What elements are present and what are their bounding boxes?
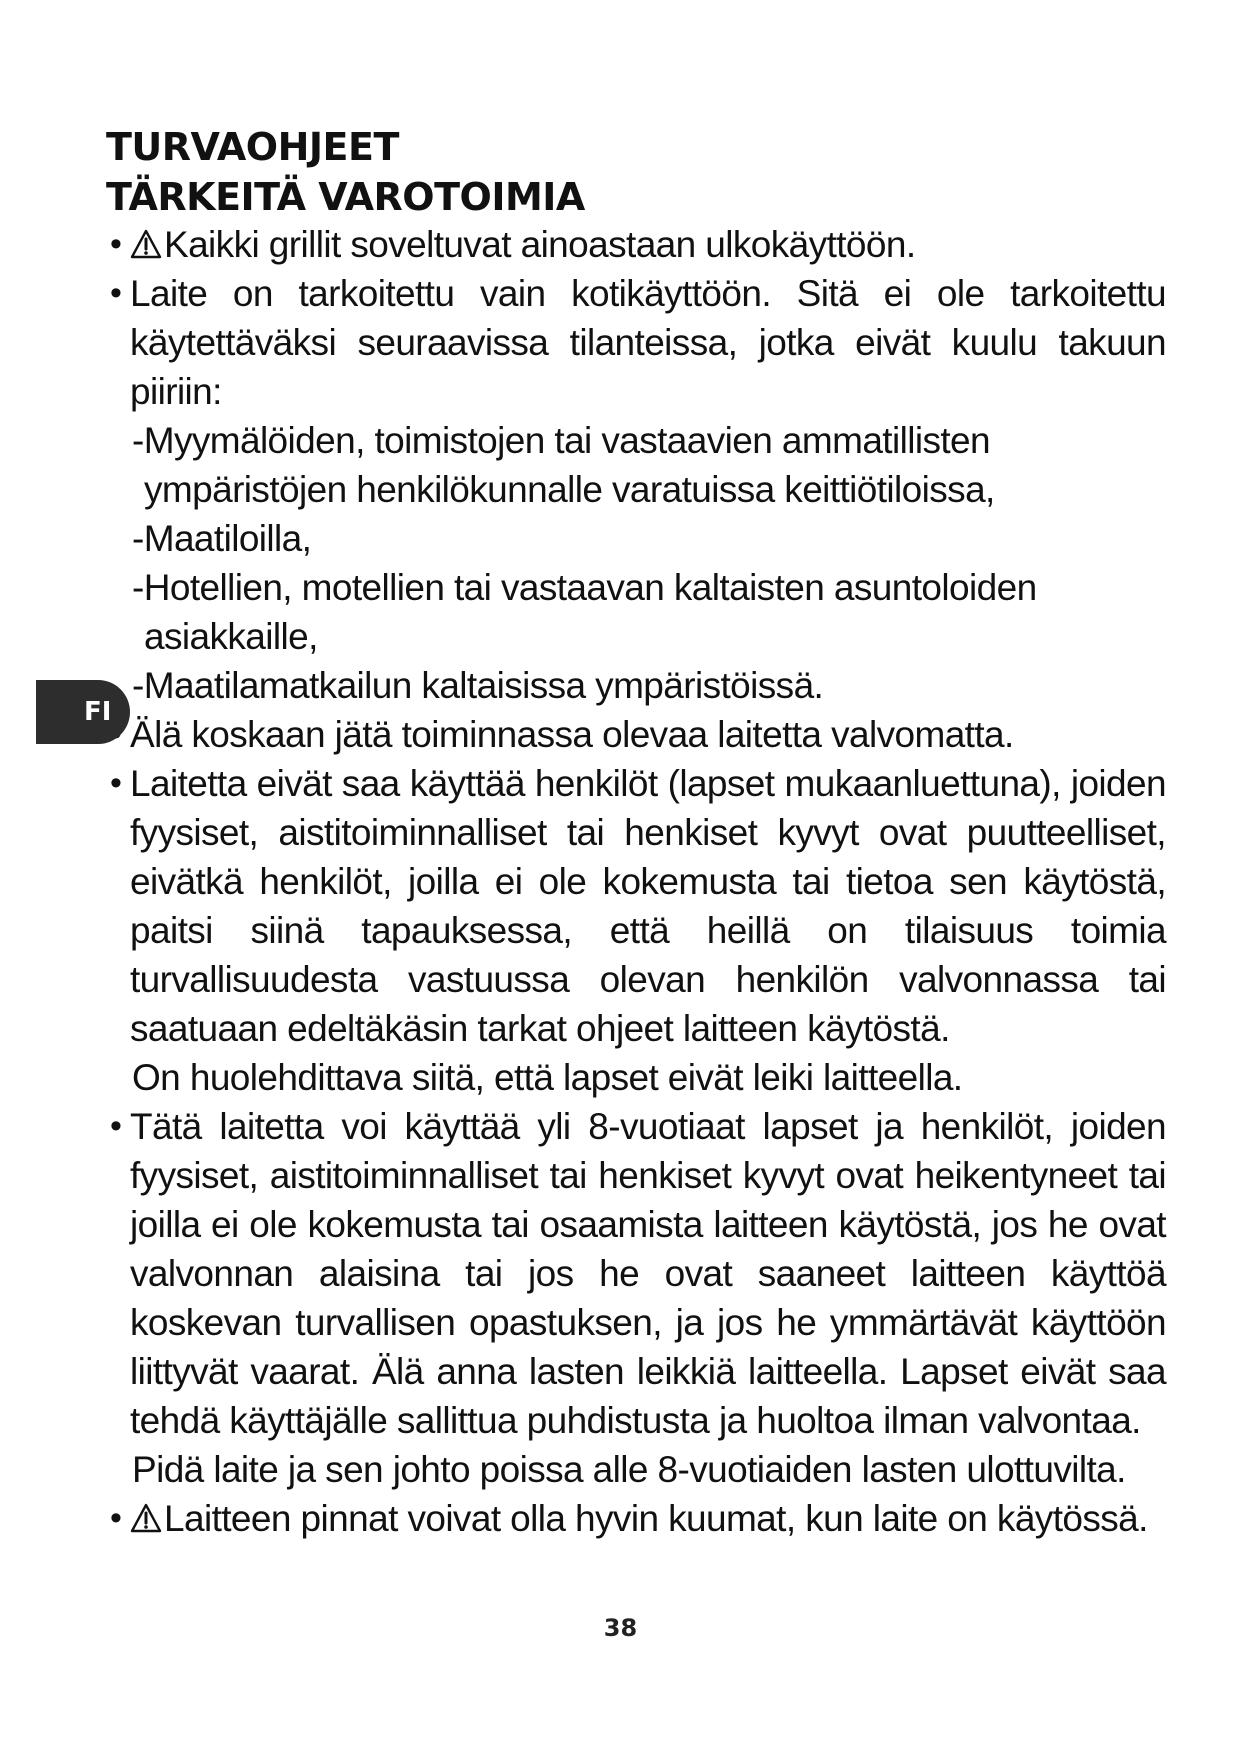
list-item-text: Laite on tarkoitettu vain kotikäyttöön. Sitä ei ole tarkoitettu käytettäväksi seuraavissa tilanteissa, jotka eivät kuulu takuun piiriin: — [130, 273, 1166, 412]
sub-item-text: -Hotellien, motellien tai vastaavan kaltaisten asuntoloiden asiakkaille, — [132, 567, 1037, 657]
paragraph: On huolehdittava siitä, että lapset eivät leiki laitteella. — [132, 1057, 963, 1098]
list-item — [106, 710, 1166, 759]
bullet-icon: • — [110, 764, 122, 802]
list-item — [106, 269, 1166, 416]
section-subtitle: TÄRKEITÄ VAROTOIMIA — [106, 175, 585, 219]
list-item-text: Kaikki grillit soveltuvat ainoastaan ulkokäyttöön. — [164, 224, 916, 265]
bullet-icon: • — [110, 1107, 122, 1145]
headings — [106, 122, 585, 222]
sub-item-text: -Maatiloilla, — [132, 518, 312, 559]
list-item-text: Laitetta eivät saa käyttää henkilöt (lapset mukaanluettuna), joiden fyysiset, aistitoiminnalliset tai henkiset kyvyt ovat puutteelliset, eivätkä henkilöt, joilla ei ole kokemusta tai tietoa sen käytöstä, paitsi siinä tapauksessa, että heillä on tilaisuus toimia turvallisuudesta vastuussa olevan henkilön valvonnassa tai saatuaan edeltäkäsin tarkat ohjeet laitteen käytöstä. — [130, 763, 1166, 1049]
sub-item — [106, 514, 1166, 563]
language-tab: FI — [36, 680, 130, 744]
page-number: 38 — [603, 1614, 638, 1642]
safety-instructions — [106, 220, 1166, 1543]
warning-triangle-icon — [130, 1503, 162, 1533]
sub-item-text: -Myymälöiden, toimistojen tai vastaavien ammatillisten ympäristöjen henkilökunnalle varatuissa keittiötiloissa, — [132, 420, 995, 510]
list-item — [106, 1494, 1166, 1543]
list-item — [106, 1102, 1166, 1445]
list-item — [106, 220, 1166, 269]
sub-item — [106, 661, 1166, 710]
list-item-text: Tätä laitetta voi käyttää yli 8-vuotiaat lapset ja henkilöt, joiden fyysiset, aistitoiminnalliset tai henkiset kyvyt ovat heikentyneet tai joilla ei ole kokemusta tai osaamista laitteen käytöstä, jos he ovat valvonnan alaisina tai jos he ovat saaneet laitteen käyttöä koskevan turvallisen opastuksen, ja jos he ymmärtävät käyttöön liittyvät vaarat. Älä anna lasten leikkiä laitteella. Lapset eivät saa tehdä käyttäjälle sallittua puhdistusta ja huoltoa ilman valvontaa. — [130, 1106, 1166, 1441]
list-item-text: Laitteen pinnat voivat olla hyvin kuumat, kun laite on käytössä. — [164, 1498, 1148, 1539]
bullet-icon: • — [110, 1499, 122, 1537]
bullet-icon: • — [110, 225, 122, 263]
list-item-text: Älä koskaan jätä toiminnassa olevaa laitetta valvomatta. — [130, 714, 1014, 755]
sub-item-text: -Maatilamatkailun kaltaisissa ympäristöissä. — [132, 665, 824, 706]
section-title: TURVAOHJEET — [106, 125, 399, 169]
paragraph: Pidä laite ja sen johto poissa alle 8-vuotiaiden lasten ulottuvilta. — [132, 1449, 1126, 1490]
sub-item — [106, 416, 1166, 514]
sub-item — [106, 563, 1166, 661]
bullet-icon: • — [110, 274, 122, 312]
warning-triangle-icon — [130, 229, 162, 259]
list-item — [106, 759, 1166, 1053]
